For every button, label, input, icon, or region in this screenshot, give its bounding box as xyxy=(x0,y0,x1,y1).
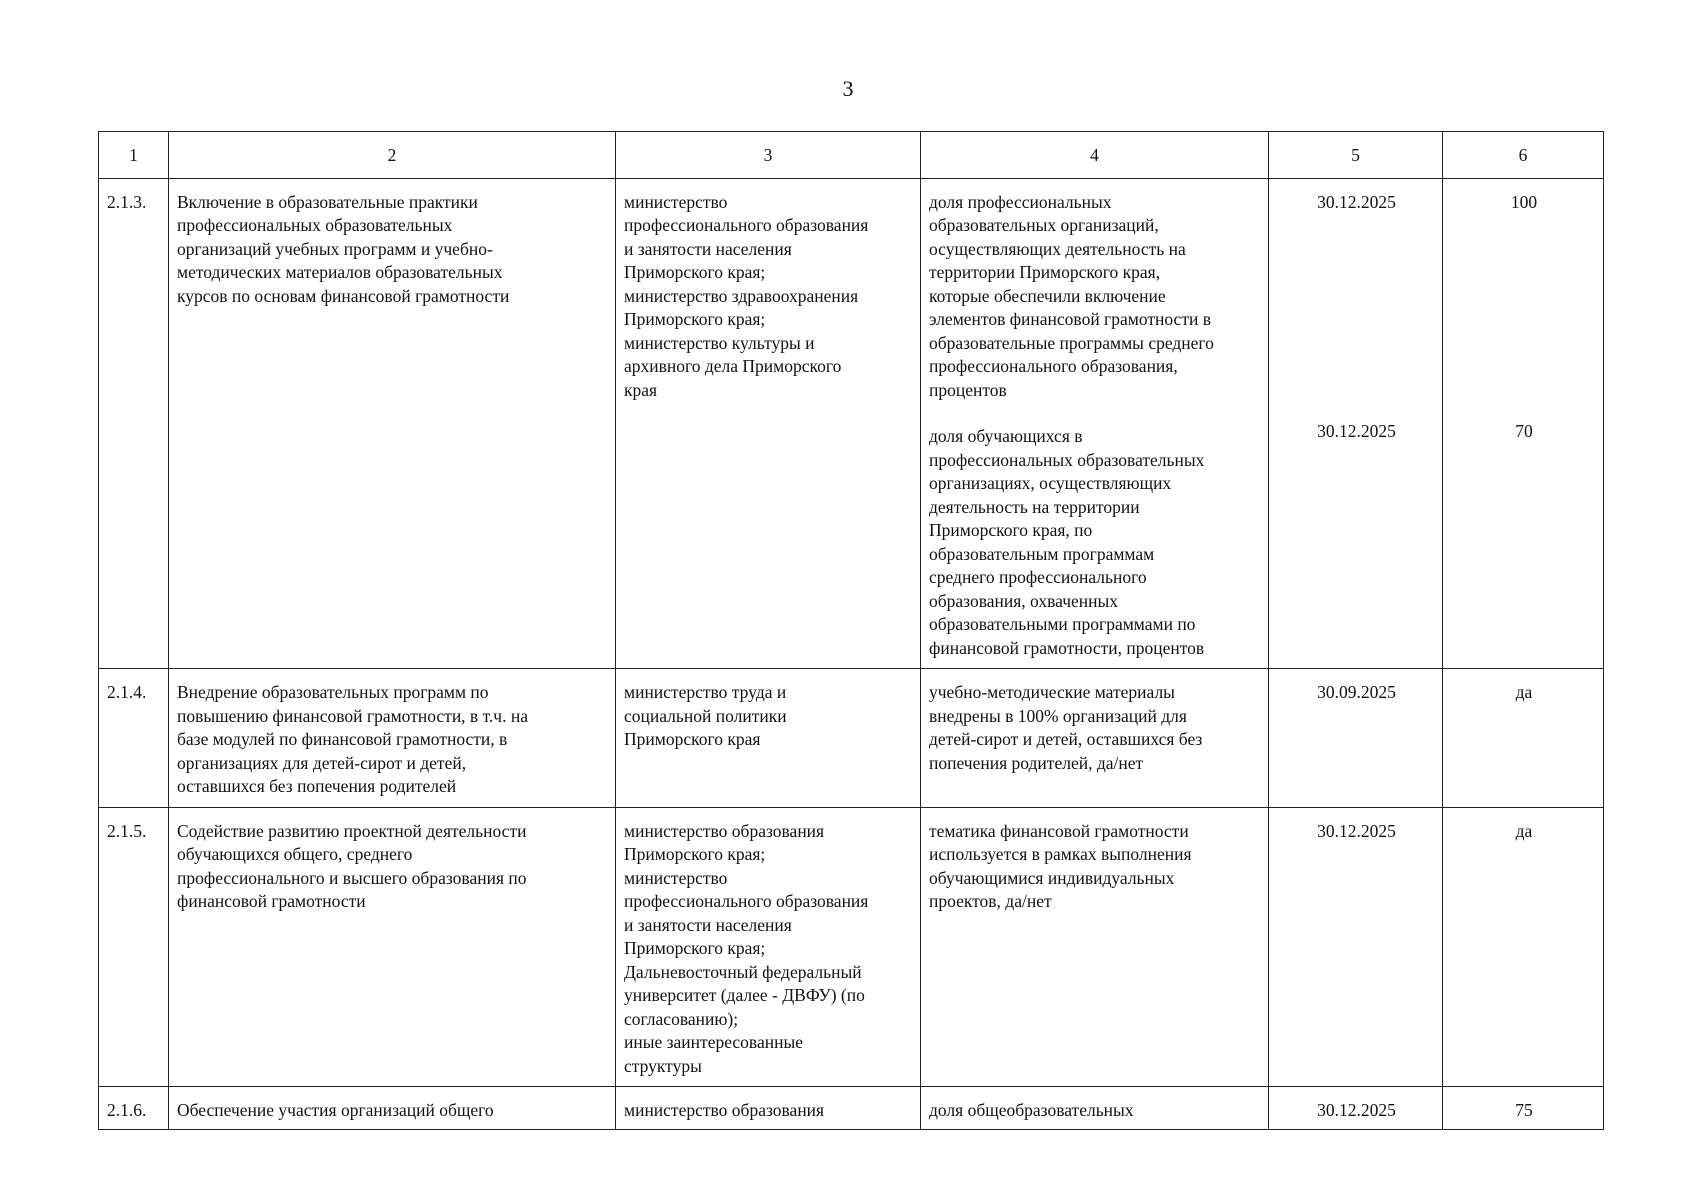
table-row xyxy=(99,1087,1604,1130)
header-cell-3: 3 xyxy=(616,132,921,179)
measures-table xyxy=(98,131,1604,1130)
date-cell xyxy=(1269,178,1443,669)
indicator-cell: учебно-методические материалы внедрены в 100% организаций для детей-сирот и детей, оставшихся без попечения родителей, да/нет xyxy=(921,669,1269,808)
date-cell: 30.09.2025 xyxy=(1269,669,1443,808)
date-cell: 30.12.2025 xyxy=(1269,807,1443,1087)
table-row xyxy=(99,807,1604,1087)
row-number: 2.1.4. xyxy=(99,669,169,808)
table-row xyxy=(99,669,1604,808)
date-value-1: 30.12.2025 xyxy=(1317,191,1396,212)
executor-cell: министерство труда и социальной политики Приморского края xyxy=(616,669,921,808)
header-cell-4: 4 xyxy=(921,132,1269,179)
header-cell-5: 5 xyxy=(1269,132,1443,179)
row-number: 2.1.5. xyxy=(99,807,169,1087)
indicator-cell xyxy=(921,178,1269,669)
indicator-text-2: доля обучающихся в профессиональных образовательных организациях, осуществляющих деятельность на территории Приморского края, по образовательным программам среднего профессионального образования, охваченных образовательными программами по финансовой грамотности, процентов xyxy=(929,426,1205,658)
activity-cell: Обеспечение участия организаций общего xyxy=(169,1087,616,1130)
table-row xyxy=(99,178,1604,669)
value-cell: 75 xyxy=(1443,1087,1604,1130)
activity-cell: Внедрение образовательных программ по повышению финансовой грамотности, в т.ч. на базе модулей по финансовой грамотности, в организациях для детей-сирот и детей, оставшихся без попечения родителей xyxy=(169,669,616,808)
header-cell-6: 6 xyxy=(1443,132,1604,179)
date-cell: 30.12.2025 xyxy=(1269,1087,1443,1130)
date-value-2: 30.12.2025 xyxy=(1317,421,1396,441)
executor-cell: министерство образования Приморского края; министерство профессионального образования и занятости населения Приморского края; Дальневосточный федеральный университет (далее - ДВФУ) (по согласованию); иные заинтересованные структуры xyxy=(616,807,921,1087)
table-header-row xyxy=(99,132,1604,179)
header-cell-2: 2 xyxy=(169,132,616,179)
activity-cell: Включение в образовательные практики профессиональных образовательных организаций учебных программ и учебно- методических материалов образовательных курсов по основам финансовой грамотности xyxy=(169,178,616,669)
target-value-2: 70 xyxy=(1515,421,1533,441)
value-cell: да xyxy=(1443,669,1604,808)
indicator-text-1: доля профессиональных образовательных организаций, осуществляющих деятельность на территории Приморского края, которые обеспечили включение элементов финансовой грамотности в образовательные программы среднего профессионального образования, процентов xyxy=(929,191,1214,400)
value-cell xyxy=(1443,178,1604,669)
executor-cell: министерство образования xyxy=(616,1087,921,1130)
value-cell: да xyxy=(1443,807,1604,1087)
row-number: 2.1.3. xyxy=(99,178,169,669)
indicator-cell: тематика финансовой грамотности используется в рамках выполнения обучающимися индивидуальных проектов, да/нет xyxy=(921,807,1269,1087)
executor-cell: министерство профессионального образования и занятости населения Приморского края; министерство здравоохранения Приморского края; министерство культуры и архивного дела Приморского края xyxy=(616,178,921,669)
page-number: 3 xyxy=(842,76,854,101)
row-number: 2.1.6. xyxy=(99,1087,169,1130)
activity-cell: Содействие развитию проектной деятельности обучающихся общего, среднего профессионального и высшего образования по финансовой грамотности xyxy=(169,807,616,1087)
target-value-1: 100 xyxy=(1510,191,1538,212)
header-cell-1: 1 xyxy=(99,132,169,179)
indicator-cell: доля общеобразовательных xyxy=(921,1087,1269,1130)
